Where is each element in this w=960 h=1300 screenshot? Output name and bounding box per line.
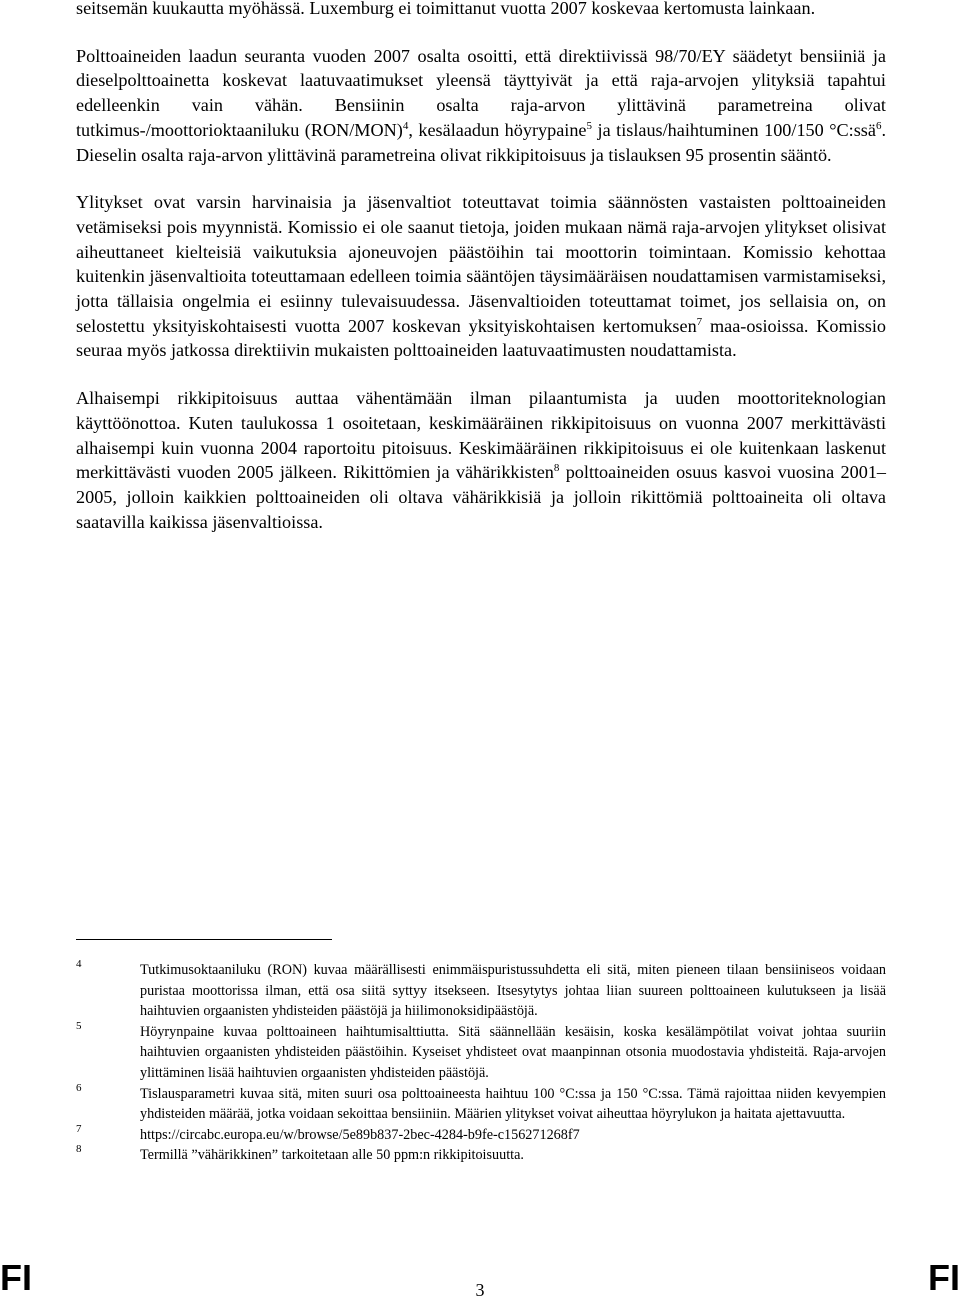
page-footer (0, 1256, 960, 1300)
footnote-7 (76, 1122, 886, 1146)
footnote-ref-6[interactable]: 6 (875, 119, 882, 132)
paragraph-text: maa-osioissa. Komissio seuraa myös jatkossa direktiivin mukaisten polttoaineiden laatuvaatimusten noudattamista. (76, 315, 886, 361)
paragraph-text: seitsemän kuukautta myöhässä. Luxemburg ei toimittanut vuotta 2007 koskevaa kertomusta lainkaan. (76, 0, 816, 18)
footnote-8 (76, 1145, 886, 1166)
footnote-ref-5[interactable]: 5 (586, 119, 592, 132)
paragraph-text: Ylitykset ovat varsin harvinaisia ja jäsenvaltiot toteuttavat toimia säännösten vastaisten polttoaineiden vetämiseksi pois myynnistä. Komissio ei ole saanut tietoja, joiden mukaan nämä raja-arvojen ylitykset olisivat aiheuttaneet kielteisiä vaikutuksia ajoneuvojen päästöihin tai moottorin toimintaan. Komissio kehottaa kuitenkin jäsenvaltioita toteuttamaan edelleen toimia sääntöjen täysimääräisen noudattamisen varmistamiseksi, jotta tällaisia ongelmia ei esiinny tulevaisuudessa. Jäsenvaltioiden toteuttamat toimet, jos sellaisia on, on selostettu yksityiskohtaisesti vuotta 2007 koskevan yksityiskohtaisen kertomuksen (76, 192, 886, 336)
paragraph-2 (76, 44, 886, 168)
language-code-right: FI (928, 1257, 960, 1298)
footnote-text: Tislausparametri kuvaa sitä, miten suuri osa polttoaineesta haihtuu 100 °C:ssa ja 150 °C:ssa. Tämä rajoittaa niiden kevyempien yhdisteiden määrää, jotka voidaan sekoittaa bensiiniin. Määrien ylitykset voivat aiheuttaa höyrylukon ja haitata ajettavuutta. (140, 1085, 886, 1123)
page-number: 3 (475, 1280, 485, 1300)
paragraph-text: polttoaineiden osuus kasvoi vuosina 2001–2005, jolloin kaikkien polttoaineiden oli oltava vähärikkisiä ja jolloin rikittömiä polttoaineita oli oltava saatavilla kaikissa jäsenvaltioissa. (76, 462, 887, 532)
paragraph-3 (76, 190, 886, 363)
paragraph-4 (76, 386, 886, 534)
paragraph-text: , kesälaadun höyrypaine (408, 119, 587, 140)
footnote-ref-7[interactable]: 7 (696, 315, 703, 328)
footnote-6 (76, 1081, 886, 1125)
footnote-ref-8[interactable]: 8 (553, 462, 560, 475)
footnote-ref-4[interactable]: 4 (402, 119, 409, 132)
footnote-separator (76, 939, 332, 940)
footnote-number: 5 (76, 1019, 82, 1032)
footnote-text: Höyrynpaine kuvaa polttoaineen haihtumisalttiutta. Sitä säännellään kesäisin, koska kesälämpötilat voivat johtaa suuriin haihtuvien orgaanisten yhdisteiden päästöihin. Kyseiset yhdisteet ovat maanpinnan otsonia muodostavia yhdisteitä. Raja-arvojen ylittäminen lisää haihtuvien orgaanisten yhdisteiden päästöjä. (140, 1023, 886, 1081)
footnotes (76, 960, 886, 1166)
footnote-4 (76, 960, 886, 1022)
footnote-text: Termillä ”vähärikkinen” tarkoitetaan alle 50 ppm:n rikkipitoisuutta. (140, 1147, 524, 1164)
footnote-number: 4 (76, 958, 82, 970)
paragraph-text: Alhaisempi rikkipitoisuus auttaa vähentämään ilman pilaantumista ja uuden moottoriteknologian käyttöönottoa. Kuten taulukossa 1 osoitetaan, keskimääräinen rikkipitoisuus on vuonna 2007 merkittävästi alhaisempi kuin vuonna 2004 raportoitu pitoisuus. Keskimääräinen rikkipitoisuus ei ole kuitenkaan laskenut merkittävästi vuoden 2005 jälkeen. Rikittömien ja vähärikkisten (76, 388, 886, 483)
footnote-number: 8 (76, 1143, 82, 1156)
footnote-number: 6 (76, 1081, 82, 1094)
paragraph-text: Polttoaineiden laadun seuranta vuoden 2007 osalta osoitti, että direktiivissä 98/70/EY säädetyt bensiiniä ja dieselpolttoainetta koskevat laatuvaatimukset yleensä täyttyivät ja että raja-arvojen ylityksiä tapahtui edelleenkin vain vähän. Bensiinin osalta raja-arvon ylittävinä parametreina olivat tutkimus-/moottorioktaaniluku (RON/MON) (76, 45, 886, 140)
language-code-left: FI (0, 1257, 32, 1298)
footnote-number: 7 (76, 1122, 82, 1135)
footnote-5 (76, 1019, 886, 1084)
paragraph-1 (76, 0, 886, 21)
paragraph-text: . Dieselin osalta raja-arvon ylittävinä parametreina olivat rikkipitoisuus ja tislauksen 95 prosentin sääntö. (76, 119, 886, 165)
footnote-text: Tutkimusoktaaniluku (RON) kuvaa määrällisesti enimmäispuristussuhdetta eli sitä, miten pieneen tilaan bensiiniseos voidaan puristaa moottorissa ilman, että osa siitä syttyy itsekseen. Itsesytytys johtaa liian suureen polttoaineen kulutukseen ja lisää haihtuvien orgaanisten yhdisteiden päästöjä ja hiilimonoksidipäästöjä. (140, 962, 886, 1020)
paragraph-text: ja tislaus/haihtuminen 100/150 °C:ssä (592, 119, 876, 140)
footnote-link[interactable]: https://circabc.europa.eu/w/browse/5e89b837-2bec-4284-b9fe-c156271268f7 (140, 1126, 580, 1143)
main-text (76, 0, 886, 534)
